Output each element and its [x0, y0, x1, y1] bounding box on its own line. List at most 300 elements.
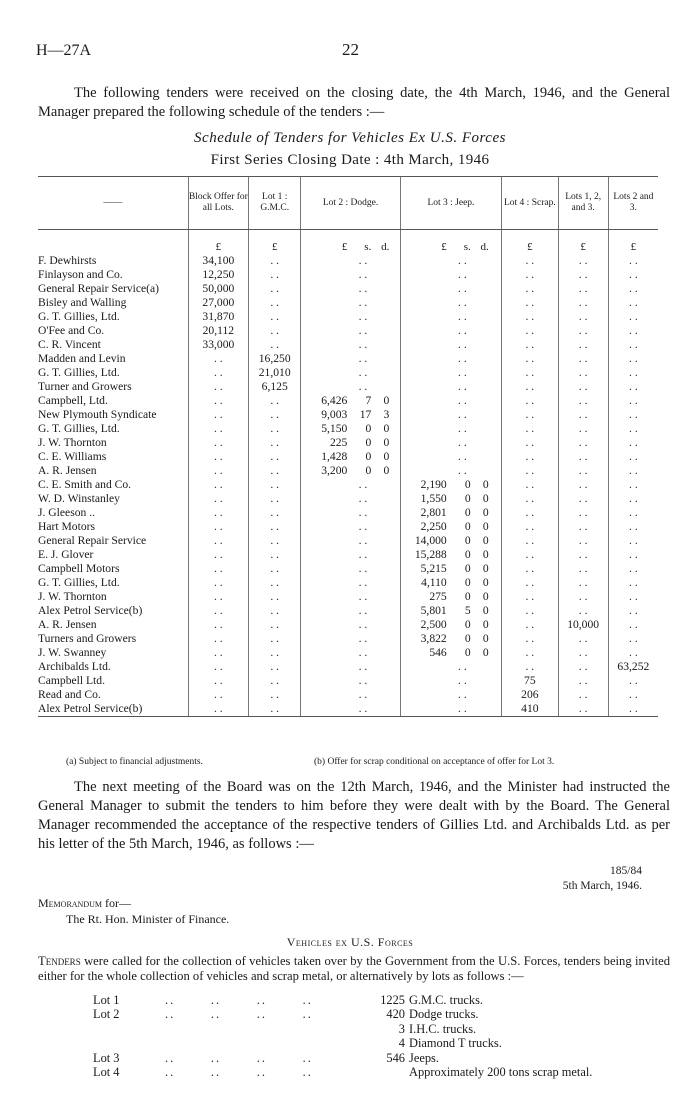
table-row — [38, 478, 658, 492]
schedule-subtitle: First Series Closing Date : 4th March, 1946 — [210, 152, 490, 168]
tenderer-name: Turner and Growers — [38, 380, 132, 393]
lots23-cell: . . — [608, 464, 658, 478]
lot1-cell: . . — [249, 618, 301, 632]
unit-pound: £ — [558, 240, 608, 254]
tenderer-name: G. T. Gillies, Ltd. — [38, 310, 120, 323]
amount-pence: 0 — [482, 590, 489, 603]
lot-quantity: 3 — [398, 1021, 405, 1036]
lot1-cell: . . — [249, 562, 301, 576]
lot-list-item — [93, 1022, 592, 1036]
block-offer-cell: . . — [188, 352, 248, 366]
table-row — [38, 394, 658, 408]
lots123-cell: . . — [558, 408, 608, 422]
lot2-cell: . . — [301, 674, 400, 688]
lot-description: Dodge trucks. — [409, 1007, 479, 1022]
lot2-cell: . . — [301, 324, 400, 338]
lot2-cell: . . — [301, 688, 400, 702]
lot2-cell — [301, 394, 400, 408]
block-offer-cell: 12,250 — [188, 268, 248, 282]
tenderer-name: E. J. Glover — [38, 548, 94, 561]
lot4-cell: . . — [502, 394, 558, 408]
table-row — [38, 618, 658, 632]
lots123-cell: . . — [558, 310, 608, 324]
lots23-cell: . . — [608, 254, 658, 268]
lot1-cell: . . — [249, 688, 301, 702]
lot-quantity: 420 — [386, 1007, 405, 1022]
column-header-lots23: Lots 2 and 3. — [608, 177, 658, 230]
table-row — [38, 408, 658, 422]
lots123-cell: . . — [558, 548, 608, 562]
block-offer-cell: 20,112 — [188, 324, 248, 338]
lot2-cell: . . — [301, 576, 400, 590]
lot4-cell: . . — [502, 576, 558, 590]
lot3-cell — [400, 548, 501, 562]
lot3-cell — [400, 478, 501, 492]
lot-quantity: 4 — [398, 1036, 405, 1051]
amount-pence: 0 — [383, 422, 390, 435]
block-offer-cell: . . — [188, 576, 248, 590]
lot-label: Lot 2 — [93, 1007, 120, 1022]
tenderer-name: W. D. Winstanley — [38, 492, 120, 505]
tenderer-name: O'Fee and Co. — [38, 324, 105, 337]
lot3-cell: . . — [400, 282, 501, 296]
amount-pounds: 3,200 — [321, 464, 348, 477]
lot1-cell: . . — [249, 632, 301, 646]
amount-pence: 0 — [383, 464, 390, 477]
lot4-cell: . . — [502, 660, 558, 674]
lots123-cell: . . — [558, 296, 608, 310]
lot3-cell: . . — [400, 422, 501, 436]
footnote-b: (b) Offer for scrap conditional on acceptance of offer for Lot 3. — [314, 757, 555, 767]
tenderer-name: Archibalds Ltd. — [38, 660, 111, 673]
tenderer-name: Alex Petrol Service(b) — [38, 702, 188, 717]
lot2-cell: . . — [301, 562, 400, 576]
amount-shillings: 0 — [464, 562, 471, 575]
lots23-cell: . . — [608, 590, 658, 604]
lots123-cell: . . — [558, 506, 608, 520]
lot2-cell: . . — [301, 296, 400, 310]
tenderer-name: C. E. Williams — [38, 450, 107, 463]
lot3-cell — [400, 562, 501, 576]
amount-pence: 0 — [482, 604, 489, 617]
tenderer-name: F. Dewhirsts — [38, 254, 97, 267]
unit-pound: £ — [341, 241, 348, 253]
lot4-cell: . . — [502, 380, 558, 394]
table-row — [38, 604, 658, 618]
lot2-cell: . . — [301, 646, 400, 660]
amount-pence: 0 — [383, 394, 390, 407]
lots123-cell: . . — [558, 576, 608, 590]
table-row — [38, 464, 658, 478]
lot-label: Lot 3 — [93, 1050, 120, 1065]
lots23-cell: . . — [608, 604, 658, 618]
lot1-cell: . . — [249, 520, 301, 534]
block-offer-cell: . . — [188, 674, 248, 688]
lot2-cell: . . — [301, 548, 400, 562]
lot4-cell: . . — [502, 618, 558, 632]
amount-pounds: 5,801 — [420, 604, 447, 617]
block-offer-cell: 50,000 — [188, 282, 248, 296]
amount-pence: 0 — [482, 478, 489, 491]
lot2-cell: . . — [301, 520, 400, 534]
amount-pounds: 6,426 — [321, 394, 348, 407]
lot2-cell: . . — [301, 660, 400, 674]
lot4-cell: . . — [502, 632, 558, 646]
lot3-cell: . . — [400, 268, 501, 282]
lots23-cell: . . — [608, 422, 658, 436]
table-row — [38, 422, 658, 436]
table-row — [38, 282, 658, 296]
tenderer-name: J. W. Thornton — [38, 436, 107, 449]
amount-shillings: 17 — [359, 408, 372, 421]
amount-shillings: 0 — [464, 646, 471, 659]
lot4-cell: . . — [502, 478, 558, 492]
lot1-cell: . . — [249, 548, 301, 562]
lot4-cell: . . — [502, 338, 558, 352]
amount-pounds: 225 — [329, 436, 348, 449]
lot4-cell: . . — [502, 450, 558, 464]
amount-shillings: 0 — [464, 492, 471, 505]
amount-shillings: 0 — [365, 464, 372, 477]
block-offer-cell: . . — [188, 394, 248, 408]
lot-quantity: 546 — [386, 1050, 405, 1065]
table-header-row — [38, 177, 658, 230]
lots23-cell: . . — [608, 310, 658, 324]
board-meeting-paragraph: The next meeting of the Board was on the 12th March, 1946, and the Minister had instructed the General Manager to submit the tenders to him before they were dealt with by the Board. The General Manager recommended the acceptance of the respective tenders of Gillies Ltd. and Archibalds Ltd. as per his letter of the 5th March, 1946, as follows :— — [38, 779, 670, 852]
lot1-cell: . . — [249, 576, 301, 590]
lot3-cell: . . — [400, 408, 501, 422]
lots23-cell: . . — [608, 296, 658, 310]
tenderer-name: J. W. Thornton — [38, 590, 107, 603]
amount-pounds: 2,500 — [420, 618, 447, 631]
lot1-cell: . . — [249, 506, 301, 520]
lots23-cell: . . — [608, 548, 658, 562]
amount-pence: 3 — [383, 408, 390, 421]
tenderer-name: C. R. Vincent — [38, 338, 101, 351]
tenderer-name: Bisley and Walling — [38, 296, 127, 309]
table-row — [38, 506, 658, 520]
block-offer-cell: . . — [188, 604, 248, 618]
amount-pence: 0 — [482, 548, 489, 561]
units-row — [38, 240, 658, 254]
letter-date: 5th March, 1946. — [562, 880, 642, 892]
block-offer-cell: 34,100 — [188, 254, 248, 268]
lot-label: Lot 1 — [93, 993, 120, 1007]
lot3-cell: . . — [400, 674, 501, 688]
block-offer-cell: . . — [188, 366, 248, 380]
lot-label — [93, 1036, 165, 1050]
leader-dots — [165, 1036, 365, 1050]
lots23-cell: . . — [608, 688, 658, 702]
lot1-cell: . . — [249, 450, 301, 464]
lot2-cell: . . — [301, 478, 400, 492]
lot3-cell: . . — [400, 254, 501, 268]
table-row — [38, 702, 658, 717]
amount-pence: 0 — [383, 436, 390, 449]
lot3-cell: . . — [400, 688, 501, 702]
lots123-cell: . . — [558, 352, 608, 366]
table-row — [38, 674, 658, 688]
lot3-cell — [400, 646, 501, 660]
lots123-cell: . . — [558, 324, 608, 338]
lots123-cell: . . — [558, 562, 608, 576]
amount-pence: 0 — [482, 632, 489, 645]
block-offer-cell: . . — [188, 506, 248, 520]
amount-pence: 0 — [482, 618, 489, 631]
lots123-cell: . . — [558, 436, 608, 450]
lot2-cell: . . — [301, 506, 400, 520]
lot3-cell: . . — [400, 436, 501, 450]
lots-list — [93, 993, 592, 1079]
lots123-cell: . . — [558, 702, 608, 717]
lot1-cell: 6,125 — [249, 380, 301, 394]
lots23-cell: . . — [608, 674, 658, 688]
lot1-cell: . . — [249, 590, 301, 604]
lots123-cell: . . — [558, 674, 608, 688]
lot3-cell — [400, 520, 501, 534]
lot1-cell: . . — [249, 660, 301, 674]
table-row — [38, 632, 658, 646]
lot1-cell: . . — [249, 422, 301, 436]
table-row — [38, 310, 658, 324]
leader-dots — [165, 1022, 365, 1036]
lots23-cell: . . — [608, 618, 658, 632]
memorandum-heading — [38, 895, 229, 927]
lot4-cell: . . — [502, 562, 558, 576]
block-offer-cell: . . — [188, 534, 248, 548]
table-row — [38, 380, 658, 394]
lots123-cell: . . — [558, 380, 608, 394]
table-row — [38, 254, 658, 268]
lots123-cell: . . — [558, 534, 608, 548]
lot1-cell: . . — [249, 324, 301, 338]
lots123-cell: . . — [558, 492, 608, 506]
lot3-cell: . . — [400, 450, 501, 464]
amount-pence: 0 — [482, 576, 489, 589]
page-number: 22 — [342, 40, 359, 59]
block-offer-cell: . . — [188, 702, 248, 717]
table-row — [38, 562, 658, 576]
lot3-cell: . . — [400, 394, 501, 408]
lot-description: Approximately 200 tons scrap metal. — [409, 1065, 593, 1080]
lot3-cell — [400, 534, 501, 548]
lots23-cell: . . — [608, 632, 658, 646]
block-offer-cell: . . — [188, 450, 248, 464]
lot3-cell — [400, 632, 501, 646]
lot-label: Lot 4 — [93, 1065, 120, 1080]
lots23-cell: . . — [608, 380, 658, 394]
amount-pence: 0 — [482, 520, 489, 533]
lots123-cell: . . — [558, 422, 608, 436]
tenderer-name: Alex Petrol Service(b) — [38, 604, 143, 617]
lot1-cell: 21,010 — [249, 366, 301, 380]
lot4-cell: . . — [502, 646, 558, 660]
tenderer-name: Finlayson and Co. — [38, 268, 123, 281]
lot-quantity — [365, 1065, 409, 1079]
footnote-a: (a) Subject to financial adjustments. — [66, 757, 203, 767]
amount-shillings: 0 — [464, 590, 471, 603]
tenderer-name: Campbell, Ltd. — [38, 394, 108, 407]
tenderer-name: J. Gleeson .. — [38, 506, 95, 519]
lot3-cell: . . — [400, 380, 501, 394]
tenderer-name: Hart Motors — [38, 520, 95, 533]
lots23-cell: . . — [608, 282, 658, 296]
lot3-cell — [400, 576, 501, 590]
table-row — [38, 520, 658, 534]
amount-pounds: 1,550 — [420, 492, 447, 505]
amount-pounds: 275 — [429, 590, 447, 603]
lot4-cell: . . — [502, 604, 558, 618]
lot2-cell: . . — [301, 310, 400, 324]
leader-dots: .. .. .. .. — [165, 1007, 313, 1022]
tenderer-name: Turners and Growers — [38, 632, 137, 645]
amount-pence: 0 — [482, 506, 489, 519]
block-offer-cell: . . — [188, 464, 248, 478]
lot3-cell: . . — [400, 338, 501, 352]
lot1-cell: . . — [249, 604, 301, 618]
lots123-cell: . . — [558, 450, 608, 464]
lot1-cell: . . — [249, 702, 301, 717]
table-row — [38, 688, 658, 702]
lot-description: Jeeps. — [409, 1050, 439, 1065]
amount-shillings: 0 — [464, 534, 471, 547]
table-row — [38, 338, 658, 352]
lots123-cell: . . — [558, 646, 608, 660]
lot1-cell: . . — [249, 492, 301, 506]
lots123-cell: . . — [558, 520, 608, 534]
lot2-cell: . . — [301, 268, 400, 282]
block-offer-cell: . . — [188, 408, 248, 422]
lot3-cell — [400, 590, 501, 604]
amount-pounds: 2,190 — [420, 478, 447, 491]
intro-paragraph: The following tenders were received on the closing date, the 4th March, 1946, and the General Manager prepared the following schedule of the tenders :— — [38, 85, 670, 120]
lot3-cell — [400, 492, 501, 506]
lots123-cell: . . — [558, 268, 608, 282]
lot3-cell: . . — [400, 366, 501, 380]
lots123-cell: . . — [558, 254, 608, 268]
lot4-cell: . . — [502, 282, 558, 296]
block-offer-cell: 31,870 — [188, 310, 248, 324]
block-offer-cell: . . — [188, 380, 248, 394]
lot3-cell — [400, 604, 501, 618]
unit-shillings: s. — [463, 241, 471, 253]
amount-pence: 0 — [482, 562, 489, 575]
lot4-cell: . . — [502, 254, 558, 268]
lot2-cell — [301, 464, 400, 478]
unit-pound: £ — [608, 240, 658, 254]
table-row — [38, 436, 658, 450]
lot3-cell: . . — [400, 702, 501, 717]
lot2-cell — [301, 450, 400, 464]
amount-shillings: 0 — [464, 632, 471, 645]
tenderer-name: New Plymouth Syndicate — [38, 408, 157, 421]
amount-shillings: 0 — [464, 548, 471, 561]
lots123-cell: . . — [558, 688, 608, 702]
unit-pound: £ — [188, 240, 248, 254]
amount-pounds: 15,288 — [414, 548, 447, 561]
table-row — [38, 324, 658, 338]
lot2-cell — [301, 422, 400, 436]
lot2-cell: . . — [301, 632, 400, 646]
lot-list-item — [93, 1051, 592, 1065]
table-row — [38, 450, 658, 464]
column-header-lot1: Lot 1 : G.M.C. — [249, 177, 301, 230]
letter-reference — [563, 864, 642, 894]
tenderer-name: A. R. Jensen — [38, 618, 97, 631]
tenderer-name: Campbell Motors — [38, 562, 120, 575]
block-offer-cell: . . — [188, 646, 248, 660]
block-offer-cell: . . — [188, 590, 248, 604]
lot4-cell: . . — [502, 520, 558, 534]
lot-list-item — [93, 1065, 592, 1079]
lot2-cell: . . — [301, 380, 400, 394]
lots123-cell: . . — [558, 660, 608, 674]
block-offer-cell: 33,000 — [188, 338, 248, 352]
lot4-cell: . . — [502, 366, 558, 380]
lot3-cell: . . — [400, 464, 501, 478]
lot-list-item — [93, 1036, 592, 1050]
lot4-cell: 206 — [502, 688, 558, 702]
lots123-cell: 10,000 — [558, 618, 608, 632]
leader-dots: .. .. .. .. — [165, 1050, 313, 1065]
lots23-cell: . . — [608, 646, 658, 660]
lot4-cell: . . — [502, 310, 558, 324]
lots123-cell: . . — [558, 366, 608, 380]
block-offer-cell: . . — [188, 618, 248, 632]
amount-shillings: 0 — [464, 576, 471, 589]
memo-subject: Vehicles ex U.S. Forces — [286, 935, 414, 949]
tenderer-name: C. E. Smith and Co. — [38, 478, 132, 491]
column-header-lots123: Lots 1, 2, and 3. — [558, 177, 608, 230]
lots23-cell: 63,252 — [608, 660, 658, 674]
column-header-tenderer: —— — [38, 177, 188, 230]
lot-description: G.M.C. trucks. — [409, 993, 483, 1007]
lot4-cell: . . — [502, 506, 558, 520]
unit-pence: d. — [480, 241, 489, 253]
lot2-cell: . . — [301, 618, 400, 632]
lot4-cell: . . — [502, 268, 558, 282]
lot4-cell: . . — [502, 492, 558, 506]
lot4-cell: 75 — [502, 674, 558, 688]
block-offer-cell: . . — [188, 688, 248, 702]
schedule-title: Schedule of Tenders for Vehicles Ex U.S. Forces — [194, 130, 506, 146]
leader-dots: .. .. .. .. — [165, 1065, 313, 1080]
tenderer-name: General Repair Service(a) — [38, 282, 160, 295]
amount-pounds: 9,003 — [321, 408, 348, 421]
lot2-cell — [301, 408, 400, 422]
memo-body-text: were called for the collection of vehicles taken over by the Government from the U.S. Forces, tenders being invited either for the whole collection of vehicles and scrap metal, or alternatively by lots as follows :— — [38, 954, 670, 983]
amount-shillings: 0 — [365, 422, 372, 435]
table-row — [38, 660, 658, 674]
lot1-cell: . . — [249, 674, 301, 688]
lots23-cell: . . — [608, 268, 658, 282]
lot1-cell: . . — [249, 436, 301, 450]
amount-pounds: 3,822 — [420, 632, 447, 645]
memorandum-label: Memorandum — [38, 896, 103, 910]
amount-pounds: 2,250 — [420, 520, 447, 533]
tenderer-name: Campbell Ltd. — [38, 674, 105, 687]
lot2-cell: . . — [301, 254, 400, 268]
lot-label — [93, 1022, 165, 1036]
amount-pence: 0 — [383, 450, 390, 463]
table-row — [38, 268, 658, 282]
lot4-cell: . . — [502, 352, 558, 366]
column-header-lot3: Lot 3 : Jeep. — [400, 177, 501, 230]
lot-description: I.H.C. trucks. — [409, 1021, 477, 1036]
lots23-cell: . . — [608, 394, 658, 408]
table-row — [38, 534, 658, 548]
amount-pounds: 14,000 — [414, 534, 447, 547]
